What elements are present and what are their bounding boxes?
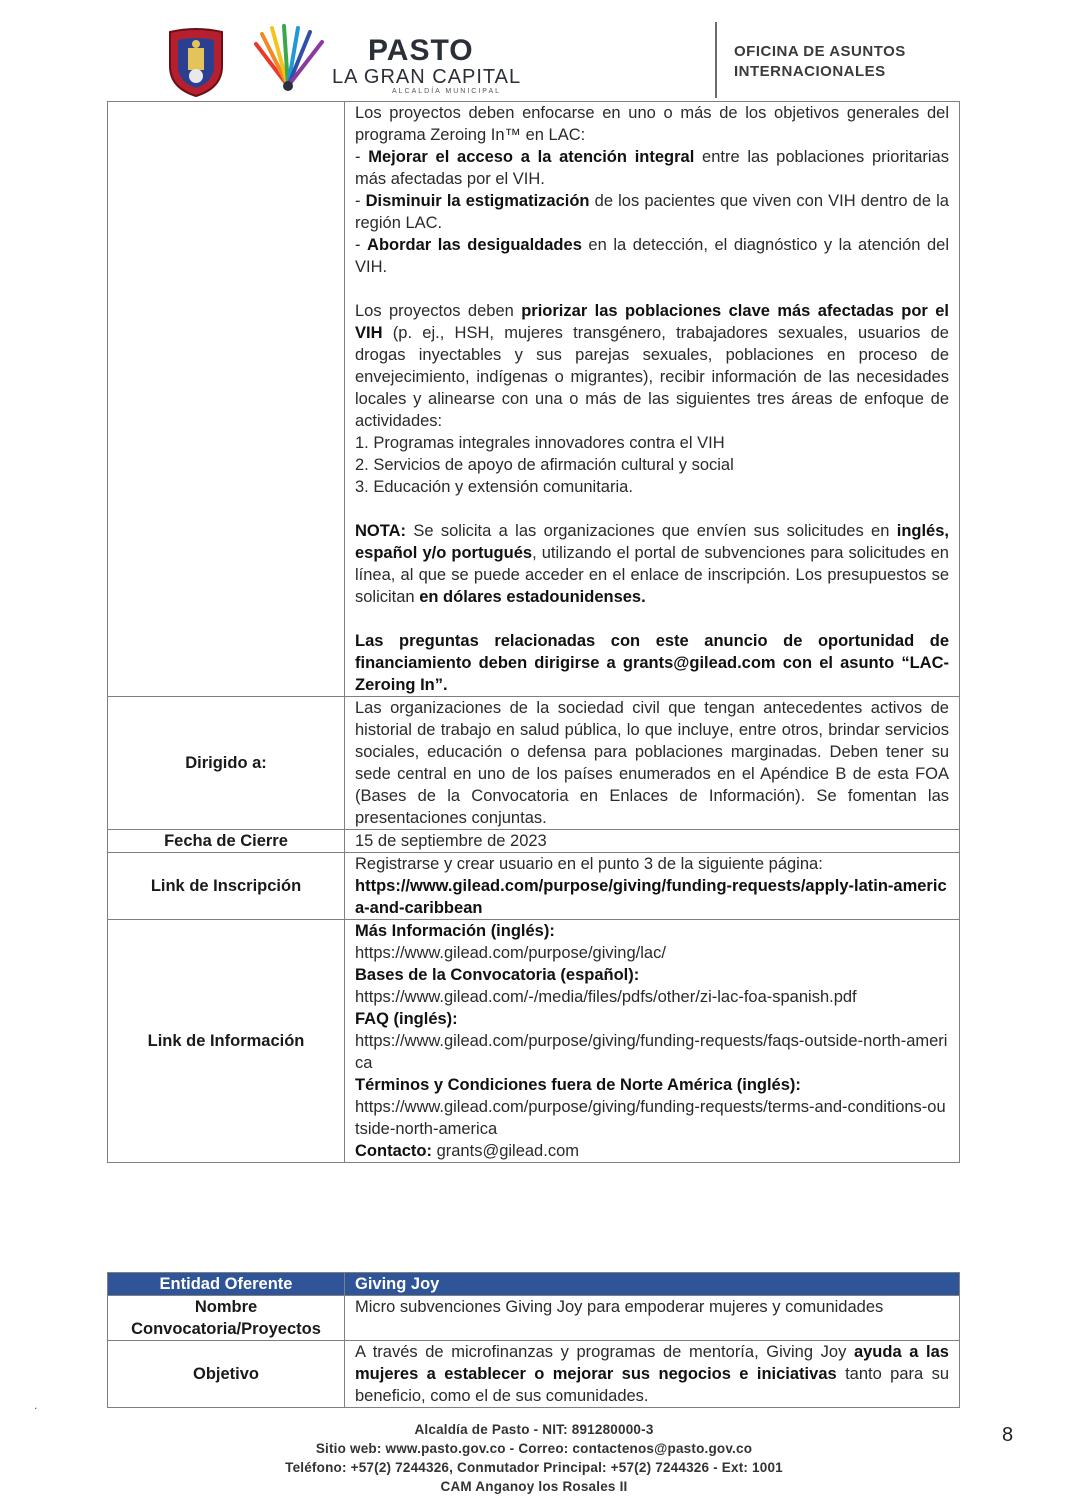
brand-sub: LA GRAN CAPITAL: [332, 66, 522, 88]
info-cell: [345, 920, 960, 1163]
table-row: [108, 102, 960, 697]
entidad-label: Entidad Oferente: [108, 1273, 345, 1296]
inscripcion-text: Registrarse y crear usuario en el punto 3 de la siguiente página:: [355, 855, 823, 873]
table-row: [108, 830, 960, 853]
info-label: Link de Información: [108, 920, 345, 1163]
inscripcion-link[interactable]: https://www.gilead.com/purpose/giving/funding-requests/apply-latin-america-and-caribbean: [355, 877, 947, 917]
grant-table-giving-joy: [107, 1272, 960, 1408]
info-heading-1: Más Información (inglés):: [355, 922, 555, 940]
table-header-row: [108, 1273, 960, 1296]
table-row: [108, 1341, 960, 1408]
info-link-4[interactable]: https://www.gilead.com/purpose/giving/funding-requests/terms-and-conditions-outside-north-america: [355, 1098, 946, 1138]
footer-line-4: CAM Anganoy los Rosales II: [440, 1479, 628, 1494]
grant-table-gilead: [107, 101, 960, 1163]
objective-1: - Mejorar el acceso a la atención integral entre las poblaciones prioritarias más afectadas por el VIH.: [355, 148, 949, 188]
pasto-coat-of-arms-icon: [160, 26, 232, 98]
brand-main: PASTO: [368, 34, 474, 67]
footer-line-1: Alcaldía de Pasto - NIT: 891280000-3: [414, 1422, 654, 1437]
page-footer: [0, 1420, 1068, 1496]
table-row: [108, 853, 960, 920]
table-row: [108, 920, 960, 1163]
inscripcion-cell: [345, 853, 960, 920]
info-link-1[interactable]: https://www.gilead.com/purpose/giving/lac/: [355, 944, 666, 962]
priority-paragraph: Los proyectos deben priorizar las poblaciones clave más afectadas por el VIH (p. ej., HSH, mujeres transgénero, trabajadores sexuales, usuarios de drogas inyectables y sus parejas sexuales, poblaciones en proceso de envejecimiento, indígenas o migrantes), recibir información de las necesidades locales y alinearse con una o más de las siguientes tres áreas de enfoque de actividades:: [355, 302, 949, 430]
nota-paragraph: NOTA: Se solicita a las organizaciones que envíen sus solicitudes en inglés, español y/o portugués, utilizando el portal de subvenciones para solicitudes en línea, al que se puede acceder en el enlace de inscripción. Los presupuestos se solicitan en dólares estadounidenses.: [355, 522, 949, 606]
footer-line-2: Sitio web: www.pasto.gov.co - Correo: contactenos@pasto.gov.co: [315, 1441, 753, 1456]
pasto-brand: [332, 36, 521, 95]
brand-tiny: ALCALDÍA MUNICIPAL: [392, 88, 502, 95]
table-row: [108, 697, 960, 830]
cierre-label: Fecha de Cierre: [108, 830, 345, 853]
entidad-value: Giving Joy: [345, 1273, 960, 1296]
info-heading-4: Términos y Condiciones fuera de Norte América (inglés):: [355, 1076, 801, 1094]
questions-paragraph: Las preguntas relacionadas con este anuncio de oportunidad de financiamiento deben dirigirse a grants@gilead.com con el asunto “LAC-Zeroing In”.: [355, 632, 949, 694]
pasto-sun-logo-icon: [248, 24, 330, 94]
page-header: [0, 0, 1068, 100]
objetivo-label: Objetivo: [108, 1341, 345, 1408]
office-line-2: INTERNACIONALES: [734, 63, 886, 80]
inscripcion-label: Link de Inscripción: [108, 853, 345, 920]
objetivo-value: A través de microfinanzas y programas de mentoría, Giving Joy ayuda a las mujeres a establecer o mejorar sus negocios e iniciativas tanto para su beneficio, como el de sus comunidades.: [345, 1341, 960, 1408]
cierre-date: 15 de septiembre de 2023: [345, 830, 960, 853]
objectives-cell: [345, 102, 960, 697]
contact-email[interactable]: grants@gilead.com: [432, 1142, 579, 1160]
nombre-label: Nombre Convocatoria/Proyectos: [108, 1296, 345, 1341]
focus-area-3: 3. Educación y extensión comunitaria.: [355, 478, 633, 496]
dirigido-text: Las organizaciones de la sociedad civil que tengan antecedentes activos de historial de trabajo en salud pública, lo que incluye, entre otros, brindar servicios sociales, educación o defensa para poblaciones marginadas. Deben tener su sede central en uno de los países enumerados en el Apéndice B de esta FOA (Bases de la Convocatoria en Enlaces de Información). Se fomentan las presentaciones conjuntas.: [345, 697, 960, 830]
office-line-1: OFICINA DE ASUNTOS: [734, 43, 906, 60]
header-divider: [715, 22, 717, 98]
margin-dot: .: [34, 1398, 38, 1412]
objectives-label-cell: [108, 102, 345, 697]
focus-area-2: 2. Servicios de apoyo de afirmación cultural y social: [355, 456, 734, 474]
objective-3: - Abordar las desigualdades en la detección, el diagnóstico y la atención del VIH.: [355, 236, 949, 276]
info-heading-3: FAQ (inglés):: [355, 1010, 458, 1028]
focus-area-1: 1. Programas integrales innovadores contra el VIH: [355, 434, 725, 452]
footer-line-3: Teléfono: +57(2) 7244326, Conmutador Principal: +57(2) 7244326 - Ext: 1001: [285, 1460, 783, 1475]
info-heading-2: Bases de la Convocatoria (español):: [355, 966, 640, 984]
info-link-3[interactable]: https://www.gilead.com/purpose/giving/funding-requests/faqs-outside-north-america: [355, 1032, 948, 1072]
info-link-2[interactable]: https://www.gilead.com/-/media/files/pdfs/other/zi-lac-foa-spanish.pdf: [355, 988, 857, 1006]
table-row: [108, 1296, 960, 1341]
contact-line: Contacto: grants@gilead.com: [355, 1142, 579, 1160]
objectives-intro: Los proyectos deben enfocarse en uno o más de los objetivos generales del programa Zeroing In™ en LAC:: [355, 104, 949, 144]
office-title: [734, 42, 906, 82]
nombre-value: Micro subvenciones Giving Joy para empoderar mujeres y comunidades: [345, 1296, 960, 1341]
objective-2: - Disminuir la estigmatización de los pacientes que viven con VIH dentro de la región LAC.: [355, 192, 949, 232]
page-number: 8: [1002, 1424, 1014, 1446]
dirigido-label: Dirigido a:: [108, 697, 345, 830]
